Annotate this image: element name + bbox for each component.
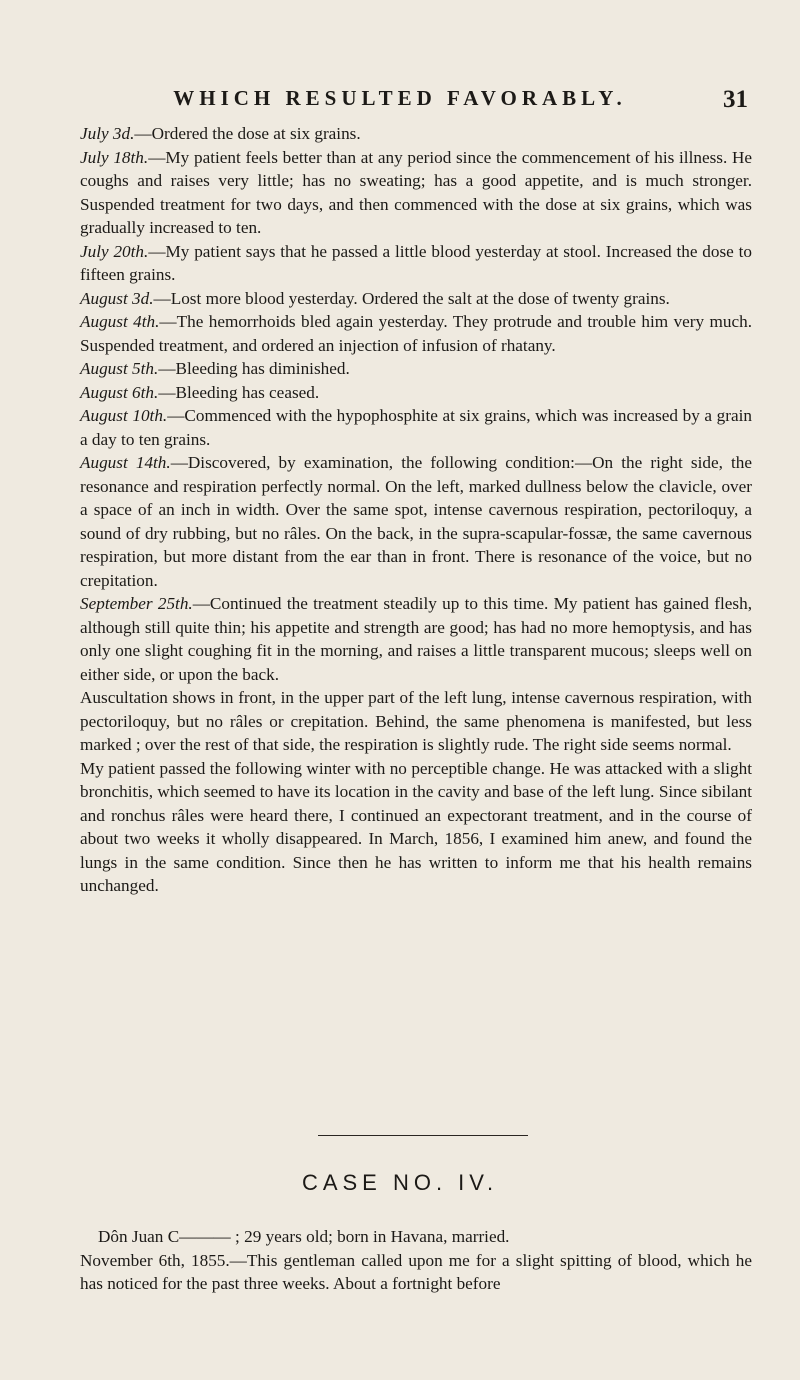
entry-text: —The hemorrhoids bled again yesterday. They protrude and trouble him very much. Suspended treatment, and ordered an injection of infusion of rhatany. [80,312,752,355]
entry-july-3 [80,122,752,146]
running-head [0,86,800,120]
case-notes [80,122,752,898]
case-heading: CASE NO. IV. [301,1170,499,1195]
entry-text: —Continued the treatment steadily up to this time. My patient has gained flesh, although still quite thin; his appetite and strength are good; has had no more hemoptysis, and has only one slight coughing fit in the morning, and raises a little transparent mucous; sleeps well on either side, or upon the back. [80,594,752,684]
case-entry [80,1249,752,1296]
entry-date: August 14th. [80,453,171,472]
entry-date: September 25th. [80,594,193,613]
entry-text: —Bleeding has diminished. [158,359,350,378]
entry-date: August 3d. [80,288,154,308]
entry-text: —Ordered the dose at six grains. [134,124,361,143]
running-title: WHICH RESULTED FAVORABLY. [173,86,627,110]
paragraph-auscultation: Auscultation shows in front, in the upper part of the left lung, intense cavernous respiration, with pectoriloquy, but no râles or crepitation. Behind, the same phenomena is manifested, but less marked ; over the rest of that side, the respiration is slightly rude. The right side seems normal. [80,688,752,754]
entry-september-25 [80,592,752,686]
entry-date: August 5th. [80,359,159,378]
entry-date: August 4th. [80,312,160,331]
entry-august-10 [80,404,752,451]
entry-date: August 6th. [80,382,159,402]
paragraph-winter: My patient passed the following winter with no perceptible change. He was attacked with a slight bronchitis, which seemed to have its location in the cavity and base of the left lung. Since sibilant and ronchus râles were heard there, I continued an expectorant treatment, and in the course of about two weeks it wholly disappeared. In March, 1856, I examined him anew, and found the lungs in the same condition. Since then he has written to inform me that his health remains unchanged. [80,758,752,895]
entry-date: July 20th. [80,241,149,261]
entry-text: —Commenced with the hypophosphite at six grains, which was increased by a grain a day to ten grains. [80,406,752,449]
entry-text: —Bleeding has ceased. [158,382,320,402]
entry-august-3 [80,287,752,311]
entry-text: 1855.—This gentleman called upon me for a slight spitting of blood, which he has noticed for the past three weeks. About a fortnight before [80,1250,752,1293]
entry-august-14 [80,451,752,592]
entry-text: —Lost more blood yesterday. Ordered the salt at the dose of twenty grains. [153,288,670,308]
entry-august-4 [80,310,752,357]
entry-july-18 [80,146,752,240]
entry-august-6 [80,381,752,405]
entry-august-5 [80,357,752,381]
entry-date: July 3d. [80,124,135,143]
entry-text: —My patient feels better than at any period since the commencement of his illness. He coughs and raises very little; has no sweating; has a good appetite, and is much stronger. Suspended treatment for two days, and then commenced with the dose at six grains, which was gradually increased to ten. [80,147,753,237]
case-iv-text [80,1225,752,1296]
section-divider [318,1135,528,1136]
entry-date: August 10th. [80,406,168,425]
entry-date: November 6th, [80,1250,185,1270]
entry-july-20 [80,240,752,287]
page-number: 31 [723,86,748,113]
case-intro: Dôn Juan C——— ; 29 years old; born in Havana, married. [98,1227,510,1246]
entry-text: —Discovered, by examination, the following condition:—On the right side, the resonance and respiration perfectly normal. On the left, marked dullness below the clavicle, over a space of an inch in width. Over the same spot, intense cavernous respiration, pectoriloquy, a sound of dry rubbing, but no râles. On the back, in the supra-scapular-fossæ, the same cavernous respiration, but more distant from the ear than in front. There is resonance of the voice, but no crepitation. [80,453,752,590]
entry-date: July 18th. [80,147,149,167]
entry-text: —My patient says that he passed a little blood yesterday at stool. Increased the dose to fifteen grains. [80,241,752,284]
